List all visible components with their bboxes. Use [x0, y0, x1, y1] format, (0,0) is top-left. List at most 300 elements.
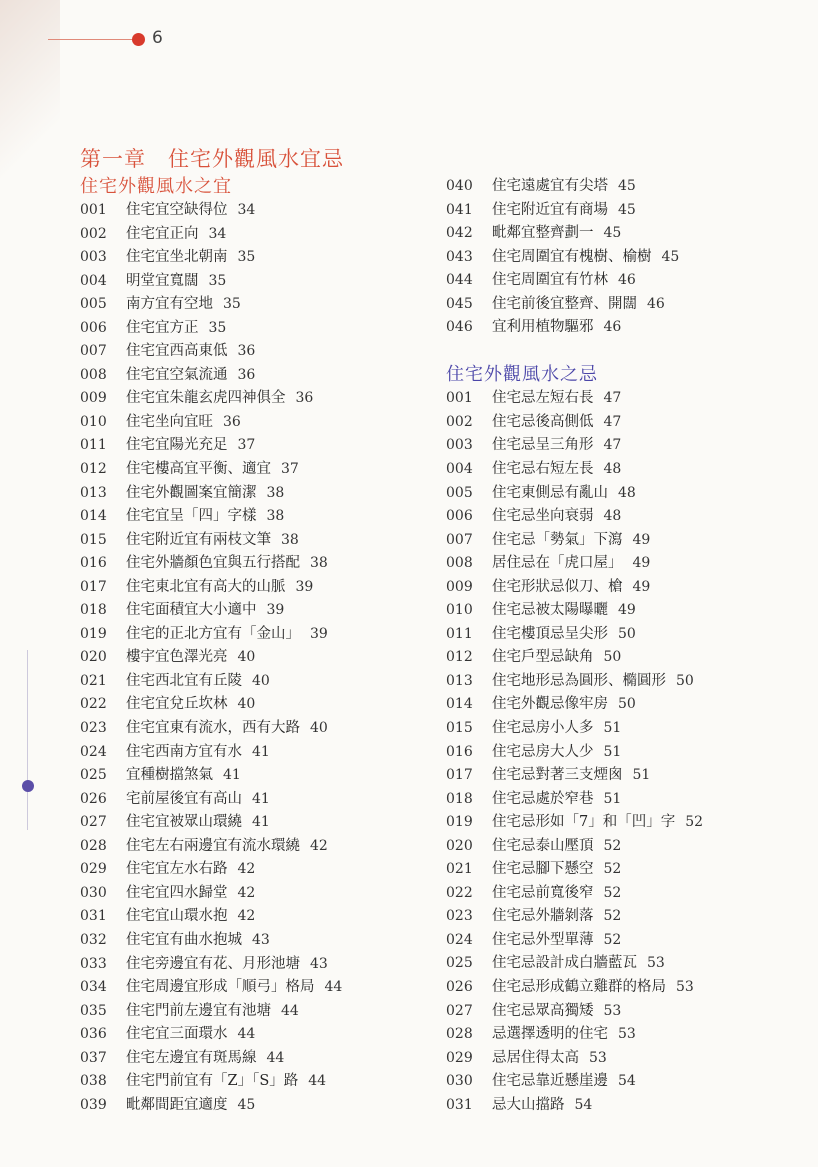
toc-entry-number: 030: [80, 884, 107, 901]
toc-entry: [80, 434, 342, 458]
toc-entry-title: 住宅周圍宜有槐樹、榆樹: [492, 248, 652, 265]
toc-entry-number: 018: [446, 790, 473, 807]
toc-entry-page: 49: [618, 602, 636, 619]
toc-entry-page: 43: [310, 955, 328, 972]
toc-entry-page: 36: [295, 390, 314, 407]
toc-entry-page: 44: [324, 979, 343, 996]
toc-entry: [446, 269, 703, 293]
toc-entry: [446, 529, 703, 553]
toc-entry-number: 017: [446, 767, 473, 784]
toc-entry-title: 住宅樓頂忌呈尖形: [492, 625, 608, 642]
toc-entry-title: 住宅宜東有流水，西有大路: [126, 720, 300, 737]
toc-entry-title: 住宅忌形如「7」和「凹」字: [492, 814, 676, 831]
toc-entry-number: 014: [80, 508, 107, 525]
toc-entry: [80, 717, 342, 741]
toc-entry: [446, 952, 703, 976]
toc-column-left: [80, 175, 342, 1117]
toc-entry-number: 041: [446, 201, 473, 218]
toc-entry-title: 住宅東北宜有高大的山脈: [126, 578, 286, 595]
page-number: 6: [152, 28, 163, 48]
toc-entry-number: 021: [80, 672, 107, 689]
toc-entry-title: 住宅忌處於窄巷: [492, 790, 594, 807]
toc-entry-number: 023: [80, 720, 107, 737]
toc-entry-page: 42: [237, 908, 256, 925]
toc-entry-number: 027: [446, 1002, 473, 1019]
toc-entry-number: 016: [446, 743, 473, 760]
toc-entry-number: 042: [446, 225, 473, 242]
toc-entry-page: 44: [266, 1049, 285, 1066]
toc-entry-number: 040: [446, 178, 473, 194]
toc-entry: [80, 1094, 342, 1118]
toc-entry-title: 住宅的正北方宜有「金山」: [126, 625, 300, 642]
toc-entry: [446, 646, 703, 670]
toc-entry: [446, 929, 703, 953]
toc-entry-title: 住宅忌形成鶴立雞群的格局: [492, 979, 666, 995]
toc-entry-page: 46: [647, 295, 665, 312]
toc-entry-title: 住宅宜空氣流通: [126, 366, 228, 383]
toc-entry-number: 012: [80, 461, 107, 478]
toc-entry-number: 032: [80, 931, 107, 948]
toc-entry-page: 54: [574, 1096, 593, 1113]
toc-entry-title: 住宅忌房大人少: [492, 743, 594, 760]
toc-entry-page: 52: [603, 884, 622, 901]
toc-entry-number: 010: [446, 602, 473, 619]
toc-entry: [446, 552, 703, 576]
toc-entry-page: 40: [237, 696, 256, 713]
toc-entry: [80, 199, 342, 223]
toc-entry-page: 40: [310, 720, 328, 737]
toc-entry: [446, 576, 703, 600]
toc-entry-page: 42: [237, 884, 256, 901]
toc-entry-number: 005: [80, 296, 107, 313]
toc-entry: [80, 741, 342, 765]
header-rule: [48, 39, 136, 40]
toc-entry: [446, 623, 703, 647]
toc-entry-title: 住宅左右兩邊宜有流水環繞: [126, 837, 300, 854]
toc-entry-number: 025: [446, 955, 473, 972]
toc-entry-page: 38: [310, 555, 328, 572]
toc-entry-page: 53: [647, 955, 665, 972]
toc-entry-title: 住宅遠處宜有尖塔: [492, 178, 608, 194]
toc-entry-page: 38: [266, 484, 285, 501]
toc-entry-number: 001: [446, 390, 473, 407]
toc-entry-number: 029: [80, 861, 107, 878]
toc-entry-page: 54: [618, 1073, 636, 1090]
toc-entry-title: 住宅宜坐北朝南: [126, 249, 228, 266]
toc-entry-page: 49: [632, 578, 651, 595]
toc-entry: [80, 529, 342, 553]
toc-entry-number: 006: [80, 319, 107, 336]
toc-entry-title: 住宅宜朱龍玄虎四神俱全: [126, 390, 286, 407]
toc-entry-page: 39: [266, 602, 285, 619]
toc-entry-title: 住宅忌被太陽曝曬: [492, 602, 608, 619]
toc-entry-title: 住宅宜被眾山環繞: [126, 814, 242, 831]
toc-entry-number: 043: [446, 248, 473, 265]
toc-entry-title: 住宅宜左水右路: [126, 861, 228, 878]
toc-entry-number: 015: [446, 719, 473, 736]
toc-entry-page: 39: [295, 578, 314, 595]
toc-entry: [80, 905, 342, 929]
toc-entry-number: 030: [446, 1073, 473, 1090]
toc-entry-number: 009: [80, 390, 107, 407]
toc-entry: [80, 246, 342, 270]
toc-entry-number: 031: [446, 1096, 473, 1113]
toc-list-left: [80, 199, 342, 1117]
toc-entry-page: 48: [618, 484, 636, 501]
toc-entry: [446, 458, 703, 482]
toc-entry-title: 毗鄰間距宜適度: [126, 1096, 228, 1113]
toc-entry-title: 住宅忌靠近懸崖邊: [492, 1073, 608, 1090]
toc-entry: [80, 1070, 342, 1094]
toc-entry-page: 44: [237, 1026, 256, 1043]
toc-entry-page: 44: [281, 1002, 299, 1019]
toc-entry: [446, 905, 703, 929]
toc-entry-number: 026: [80, 790, 107, 807]
toc-entry: [80, 576, 342, 600]
toc-entry-title: 明堂宜寬闊: [126, 272, 199, 289]
toc-entry: [80, 811, 342, 835]
toc-entry: [446, 811, 703, 835]
toc-entry-page: 34: [208, 225, 227, 242]
toc-entry: [446, 1000, 703, 1024]
toc-entry: [446, 976, 703, 1000]
toc-entry-number: 033: [80, 955, 107, 972]
toc-entry-page: 35: [208, 319, 227, 336]
toc-entry: [446, 1023, 703, 1047]
toc-entry-page: 40: [252, 672, 270, 689]
toc-entry-number: 019: [446, 814, 473, 831]
toc-entry: [446, 482, 703, 506]
toc-entry-page: 35: [223, 296, 241, 313]
toc-entry-page: 50: [618, 625, 636, 642]
toc-entry: [80, 411, 342, 435]
toc-entry-number: 007: [80, 343, 107, 360]
toc-entry-page: 52: [603, 837, 622, 854]
toc-entry-number: 003: [80, 249, 107, 266]
toc-entry-title: 住宅忌對著三支煙囪: [492, 767, 623, 784]
toc-entry-title: 住宅外觀圖案宜簡潔: [126, 484, 257, 501]
toc-entry: [80, 670, 342, 694]
toc-entry-title: 南方宜有空地: [126, 296, 213, 313]
toc-entry-page: 43: [252, 931, 270, 948]
toc-entry-title: 忌大山擋路: [492, 1096, 565, 1113]
toc-entry: [446, 222, 703, 246]
toc-entry: [80, 835, 342, 859]
toc-entry-title: 住宅旁邊宜有花、月形池塘: [126, 955, 300, 972]
toc-entry-page: 46: [603, 319, 622, 336]
toc-entry-number: 034: [80, 979, 107, 996]
toc-entry: [80, 364, 342, 388]
section-title-bad: 住宅外觀風水之忌: [446, 364, 598, 386]
toc-entry-title: 住宅忌眾高獨矮: [492, 1002, 594, 1019]
toc-entry-title: 忌居住得太高: [492, 1049, 579, 1066]
toc-entry-title: 住宅宜呈「四」字樣: [126, 508, 257, 525]
page-edge-decoration: [0, 0, 60, 200]
toc-entry-page: 40: [237, 649, 256, 666]
toc-entry-number: 017: [80, 578, 107, 595]
toc-entry-page: 38: [266, 508, 285, 525]
toc-entry-number: 008: [80, 366, 107, 383]
toc-entry: [80, 929, 342, 953]
toc-entry-number: 022: [80, 696, 107, 713]
toc-entry-title: 住宅忌左短右長: [492, 390, 594, 407]
toc-entry-page: 35: [237, 249, 256, 266]
toc-entry-title: 住宅忌「勢氣」下瀉: [492, 531, 623, 548]
toc-entry: [80, 882, 342, 906]
toc-entry-title: 住宅宜三面環水: [126, 1026, 228, 1043]
toc-entry-page: 50: [676, 672, 694, 689]
toc-entry-page: 53: [618, 1026, 636, 1043]
toc-entry: [80, 317, 342, 341]
toc-entry-page: 47: [603, 390, 622, 407]
toc-entry: [80, 270, 342, 294]
toc-entry-page: 52: [603, 931, 622, 948]
toc-entry-page: 41: [223, 767, 241, 784]
toc-entry: [446, 199, 703, 223]
toc-entry-number: 046: [446, 319, 473, 336]
toc-entry-number: 044: [446, 272, 473, 289]
toc-entry-title: 住宅宜空缺得位: [126, 202, 228, 218]
toc-entry-page: 41: [252, 790, 270, 807]
toc-entry-title: 住宅忌外型單薄: [492, 931, 594, 948]
toc-entry-number: 014: [446, 696, 473, 713]
toc-entry-page: 53: [676, 979, 694, 995]
toc-entry: [446, 717, 703, 741]
toc-entry-title: 宜利用植物驅邪: [492, 319, 594, 336]
toc-entry-title: 住宅戶型忌缺角: [492, 649, 594, 666]
toc-entry-number: 038: [80, 1073, 107, 1090]
toc-entry: [80, 223, 342, 247]
toc-entry: [80, 505, 342, 529]
toc-entry-number: 019: [80, 625, 107, 642]
toc-entry: [446, 246, 703, 270]
toc-entry-title: 樓宇宜色澤光亮: [126, 649, 228, 666]
toc-entry-number: 010: [80, 413, 107, 430]
toc-entry-title: 忌選擇透明的住宅: [492, 1026, 608, 1043]
toc-entry-page: 45: [603, 225, 622, 242]
chapter-title: 第一章 住宅外觀風水宜忌: [80, 147, 344, 171]
toc-entry-title: 住宅忌腳下懸空: [492, 861, 594, 878]
toc-entry: [80, 693, 342, 717]
toc-entry: [446, 505, 703, 529]
toc-entry-title: 住宅宜山環水抱: [126, 908, 228, 925]
toc-entry-page: 53: [603, 1002, 622, 1019]
toc-entry-title: 住宅形狀忌似刀、槍: [492, 578, 623, 595]
toc-entry: [80, 458, 342, 482]
toc-entry-title: 住宅忌右短左長: [492, 460, 594, 477]
side-rule: [27, 650, 28, 830]
toc-entry-page: 52: [603, 861, 622, 878]
toc-entry-page: 37: [281, 461, 299, 478]
toc-entry: [80, 387, 342, 411]
toc-entry-page: 34: [237, 202, 256, 218]
toc-entry-page: 45: [237, 1096, 256, 1113]
toc-entry-title: 住宅忌呈三角形: [492, 437, 594, 454]
toc-entry-number: 027: [80, 814, 107, 831]
toc-entry-number: 011: [446, 625, 473, 642]
toc-entry-number: 021: [446, 861, 473, 878]
toc-entry-number: 003: [446, 437, 473, 454]
toc-entry-page: 44: [308, 1073, 327, 1090]
toc-entry-number: 008: [446, 555, 473, 572]
toc-entry-page: 42: [310, 837, 328, 854]
toc-entry: [80, 1000, 342, 1024]
toc-entry: [446, 1070, 703, 1094]
toc-entry: [446, 835, 703, 859]
toc-entry-page: 50: [618, 696, 636, 713]
toc-entry-title: 住宅面積宜大小適中: [126, 602, 257, 619]
toc-entry-number: 015: [80, 531, 107, 548]
toc-entry-page: 50: [603, 649, 622, 666]
toc-entry: [80, 953, 342, 977]
toc-entry-page: 47: [603, 413, 622, 430]
toc-entry-title: 住宅宜方正: [126, 319, 199, 336]
toc-entry: [80, 1023, 342, 1047]
toc-entry: [80, 858, 342, 882]
toc-entry-number: 005: [446, 484, 473, 501]
toc-entry-title: 住宅附近宜有商場: [492, 201, 608, 218]
toc-entry-page: 36: [223, 413, 241, 430]
toc-entry-number: 024: [446, 931, 473, 948]
toc-entry-page: 51: [603, 743, 622, 760]
toc-entry: [446, 293, 703, 317]
toc-entry: [446, 788, 703, 812]
toc-entry-title: 住宅忌坐向衰弱: [492, 508, 594, 525]
toc-entry-title: 住宅門前宜有「Z」「S」路: [126, 1073, 299, 1090]
toc-entry-title: 住宅周圍宜有竹林: [492, 272, 608, 289]
toc-entry: [80, 552, 342, 576]
toc-entry-title: 毗鄰宜整齊劃一: [492, 225, 594, 242]
toc-entry-title: 住宅忌前寬後窄: [492, 884, 594, 901]
toc-entry-page: 41: [252, 743, 270, 760]
toc-entry-title: 住宅周邊宜形成「順弓」格局: [126, 979, 315, 996]
toc-entry-page: 36: [237, 366, 256, 383]
toc-entry-number: 023: [446, 908, 473, 925]
toc-entry-title: 住宅門前左邊宜有池塘: [126, 1002, 271, 1019]
toc-entry: [80, 599, 342, 623]
toc-entry-title: 住宅宜西高東低: [126, 343, 228, 360]
toc-entry-number: 035: [80, 1002, 107, 1019]
toc-entry-number: 004: [80, 272, 107, 289]
toc-entry-page: 45: [618, 201, 636, 218]
toc-entry-title: 住宅坐向宜旺: [126, 413, 213, 430]
toc-entry-title: 住宅前後宜整齊、開闊: [492, 295, 637, 312]
toc-entry-number: 002: [446, 413, 473, 430]
toc-entry: [446, 599, 703, 623]
toc-entry-page: 45: [661, 248, 680, 265]
toc-entry-title: 住宅忌設計成白牆藍瓦: [492, 955, 637, 972]
header-dot-icon: [132, 33, 145, 46]
toc-entry-title: 住宅地形忌為圓形、橢圓形: [492, 672, 666, 689]
toc-entry-page: 53: [589, 1049, 607, 1066]
toc-entry: [446, 434, 703, 458]
toc-entry-title: 住宅附近宜有兩枝文筆: [126, 531, 271, 548]
toc-entry: [80, 482, 342, 506]
toc-entry-number: 028: [80, 837, 107, 854]
toc-entry-number: 028: [446, 1026, 473, 1043]
toc-entry-number: 026: [446, 979, 473, 995]
toc-entry: [446, 175, 703, 199]
toc-entry-title: 住宅外觀忌像牢房: [492, 696, 608, 713]
toc-entry-number: 012: [446, 649, 473, 666]
toc-entry-page: 42: [237, 861, 256, 878]
toc-entry-title: 住宅宜有曲水抱城: [126, 931, 242, 948]
toc-entry-title: 住宅東側忌有亂山: [492, 484, 608, 501]
toc-entry-title: 住宅忌房小人多: [492, 719, 594, 736]
toc-entry: [446, 387, 703, 411]
toc-entry-page: 41: [252, 814, 270, 831]
toc-entry-title: 住宅宜兌丘坎林: [126, 696, 228, 713]
toc-entry-number: 007: [446, 531, 473, 548]
toc-entry-number: 036: [80, 1026, 107, 1043]
toc-entry-page: 52: [603, 908, 622, 925]
toc-entry-page: 47: [603, 437, 622, 454]
toc-entry-page: 49: [632, 531, 651, 548]
toc-entry-title: 宜種樹擋煞氣: [126, 767, 213, 784]
toc-entry: [446, 1047, 703, 1071]
toc-entry-number: 002: [80, 225, 107, 242]
toc-entry-title: 住宅左邊宜有斑馬線: [126, 1049, 257, 1066]
toc-entry-number: 025: [80, 767, 107, 784]
toc-entry-number: 020: [80, 649, 107, 666]
toc-entry-number: 029: [446, 1049, 473, 1066]
toc-entry: [80, 764, 342, 788]
toc-entry: [80, 293, 342, 317]
toc-entry-page: 39: [310, 625, 328, 642]
toc-entry: [446, 882, 703, 906]
section-spacer: [446, 340, 703, 364]
toc-entry-title: 住宅忌外牆剝落: [492, 908, 594, 925]
toc-entry-number: 022: [446, 884, 473, 901]
toc-entry-page: 48: [603, 508, 622, 525]
toc-entry-title: 住宅西南方宜有水: [126, 743, 242, 760]
toc-entry: [446, 858, 703, 882]
toc-entry-title: 住宅宜陽光充足: [126, 437, 228, 454]
toc-entry: [446, 1094, 703, 1118]
toc-entry-number: 009: [446, 578, 473, 595]
toc-entry: [446, 741, 703, 765]
toc-entry-page: 52: [685, 814, 704, 831]
side-dot-icon: [22, 780, 34, 792]
toc-entry-number: 013: [80, 484, 107, 501]
toc-entry: [80, 646, 342, 670]
toc-entry: [80, 1047, 342, 1071]
toc-entry-number: 039: [80, 1096, 107, 1113]
toc-list-right: [446, 175, 703, 1117]
toc-entry-number: 031: [80, 908, 107, 925]
toc-entry-title: 住宅忌後高側低: [492, 413, 594, 430]
toc-entry: [80, 340, 342, 364]
toc-entry-number: 037: [80, 1049, 107, 1066]
toc-entry-title: 居住忌在「虎口屋」: [492, 555, 623, 572]
toc-entry-page: 37: [237, 437, 256, 454]
toc-entry-number: 018: [80, 602, 107, 619]
toc-entry: [446, 764, 703, 788]
toc-entry-number: 045: [446, 295, 473, 312]
toc-entry-number: 006: [446, 508, 473, 525]
toc-entry-page: 45: [618, 178, 636, 194]
toc-entry-page: 51: [603, 790, 622, 807]
toc-entry-page: 38: [281, 531, 299, 548]
toc-entry-title: 住宅宜正向: [126, 225, 199, 242]
toc-entry-number: 016: [80, 555, 107, 572]
toc-entry-title: 住宅宜四水歸堂: [126, 884, 228, 901]
toc-entry-number: 020: [446, 837, 473, 854]
section-title-good: 住宅外觀風水之宜: [80, 176, 232, 197]
toc-entry-title: 住宅忌泰山壓頂: [492, 837, 594, 854]
toc-entry-page: 48: [603, 460, 622, 477]
toc-entry-page: 46: [618, 272, 636, 289]
